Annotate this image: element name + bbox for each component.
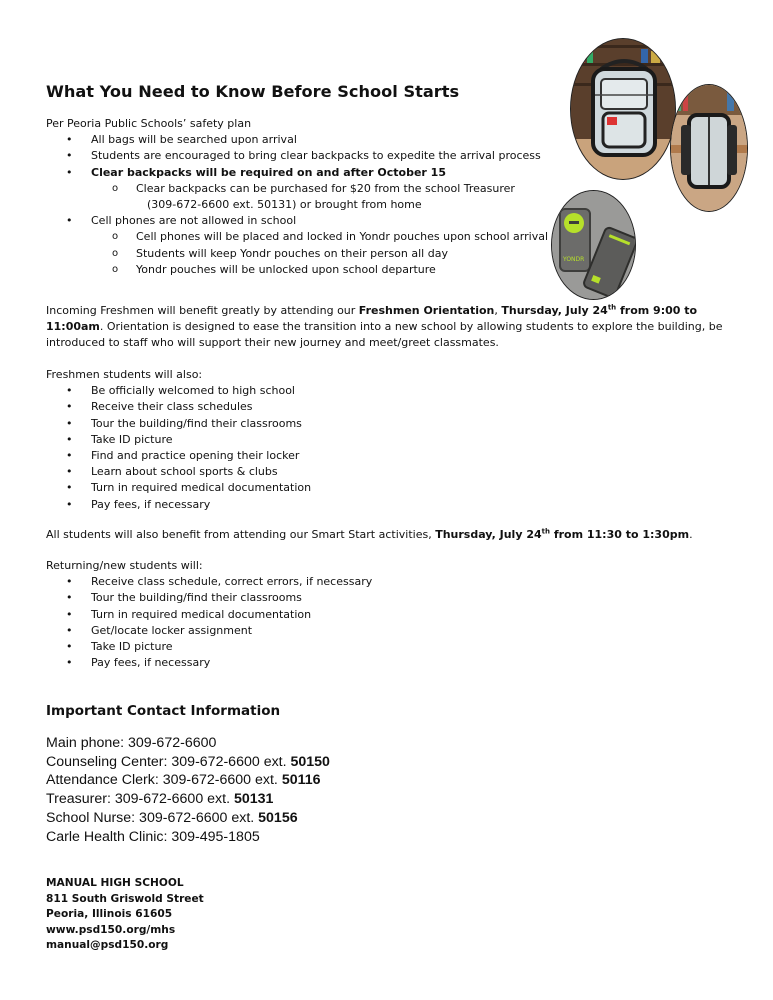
street-address: 811 South Griswold Street <box>46 892 204 905</box>
list-item: • Be officially welcomed to high school <box>46 383 311 399</box>
sub-list-item-text: Clear backpacks can be purchased for $20 from the school Treasurer <box>136 181 515 195</box>
list-item: • Learn about school sports & clubs <box>46 464 311 480</box>
clear-backpack-photo <box>570 38 676 180</box>
orientation-day: Thursday, July 24 <box>501 304 608 317</box>
list-item: • Tour the building/find their classrooms <box>46 416 311 432</box>
backpack-side-illustration <box>671 85 748 212</box>
orientation-time: from 9:00 to 11:00am <box>46 304 698 334</box>
returning-list <box>46 574 372 671</box>
sub-list-item: o Students will keep Yondr pouches on their person all day <box>91 246 566 262</box>
treasurer-phone <box>46 790 330 809</box>
nurse-label: School Nurse: 309-672-6600 ext. <box>46 809 259 826</box>
nurse-phone <box>46 809 330 828</box>
smart-start-date <box>435 528 689 541</box>
list-item: • Pay fees, if necessary <box>46 497 311 513</box>
main-phone: Main phone: 309-672-6600 <box>46 735 217 751</box>
clear-backpack-illustration <box>571 39 676 180</box>
pouch-label: YONDR <box>563 256 585 263</box>
treasurer-ext: 50131 <box>233 791 274 808</box>
backpack-side-photo <box>670 84 748 212</box>
list-item: • Tour the building/find their classrooms <box>46 590 372 606</box>
safety-section <box>46 116 566 278</box>
sub-list-item <box>91 181 566 197</box>
website-link[interactable]: www.psd150.org/mhs <box>46 923 176 936</box>
counseling-label: Counseling Center: 309-672-6600 ext. <box>46 753 291 770</box>
school-address <box>46 876 204 954</box>
freshmen-section <box>46 367 311 513</box>
yondr-pouch-illustration <box>552 191 636 300</box>
returning-intro: Returning/new students will: <box>46 559 203 572</box>
counseling-phone <box>46 753 330 772</box>
ordinal-suffix: th <box>607 303 617 312</box>
list-item: • Find and practice opening their locker <box>46 448 311 464</box>
orientation-comma: , <box>494 304 502 317</box>
orientation-description: Orientation is designed to ease the transition into a new school by allowing students to explore the building, be introduced to staff who will support their new journey and meet/greet classmates. <box>46 320 723 350</box>
list-item: • Receive class schedule, correct errors, if necessary <box>46 574 372 590</box>
clinic-phone: Carle Health Clinic: 309-495-1805 <box>46 828 260 845</box>
sub-list-item-continuation: (309-672-6600 ext. 50131) or brought from home <box>147 198 422 212</box>
yondr-pouch-photo <box>551 190 636 300</box>
list-item: • Turn in required medical documentation <box>46 607 372 623</box>
freshmen-intro: Freshmen students will also: <box>46 368 203 381</box>
returning-section <box>46 558 372 671</box>
sub-list <box>91 181 566 197</box>
freshmen-list <box>46 383 311 513</box>
attendance-phone <box>46 771 330 790</box>
sub-list-item: o Cell phones will be placed and locked in Yondr pouches upon school arrival <box>91 229 566 245</box>
school-name: MANUAL HIGH SCHOOL <box>46 877 184 889</box>
attendance-label: Attendance Clerk: 309-672-6600 ext. <box>46 772 282 789</box>
sub-list-item: o Yondr pouches will be unlocked upon school departure <box>91 262 566 278</box>
smart-start-day: Thursday, July 24 <box>435 528 542 541</box>
smart-start-paragraph <box>46 527 746 543</box>
safety-intro: Per Peoria Public Schools’ safety plan <box>46 117 252 130</box>
treasurer-label: Treasurer: 309-672-6600 ext. <box>46 791 234 808</box>
page-title: What You Need to Know Before School Starts <box>46 82 460 101</box>
orientation-paragraph <box>46 303 736 352</box>
nurse-ext: 50156 <box>258 809 298 826</box>
list-item: • Take ID picture <box>46 432 311 448</box>
list-item: • Turn in required medical documentation <box>46 480 311 496</box>
list-item <box>46 165 566 214</box>
orientation-period: . <box>99 320 104 334</box>
safety-list <box>46 132 566 278</box>
sub-list <box>91 229 566 278</box>
list-item: • Receive their class schedules <box>46 399 311 415</box>
ordinal-suffix: th <box>541 527 550 536</box>
list-item: • Take ID picture <box>46 639 372 655</box>
contact-list <box>46 734 330 846</box>
smart-start-text: All students will also benefit from attending our Smart Start activities, <box>46 528 436 541</box>
list-item: • Students are encouraged to bring clear backpacks to expedite the arrival process <box>46 148 566 164</box>
list-item <box>46 213 566 278</box>
orientation-text: Incoming Freshmen will benefit greatly by attending our <box>46 304 359 317</box>
list-item: • All bags will be searched upon arrival <box>46 132 566 148</box>
list-item-text: Cell phones are not allowed in school <box>91 214 297 228</box>
orientation-event: Freshmen Orientation <box>358 304 495 317</box>
city-state-zip: Peoria, Illinois 61605 <box>46 908 173 921</box>
smart-start-time: from 11:30 to 1:30pm <box>549 528 690 541</box>
list-item: • Get/locate locker assignment <box>46 623 372 639</box>
contact-title: Important Contact Information <box>46 703 281 719</box>
smart-start-period: . <box>689 528 693 541</box>
counseling-ext: 50150 <box>290 753 330 770</box>
clear-backpack-requirement: Clear backpacks will be required on and after October 15 <box>91 165 446 179</box>
list-item: • Pay fees, if necessary <box>46 655 372 671</box>
attendance-ext: 50116 <box>281 772 321 789</box>
email-link[interactable]: manual@psd150.org <box>46 939 169 952</box>
